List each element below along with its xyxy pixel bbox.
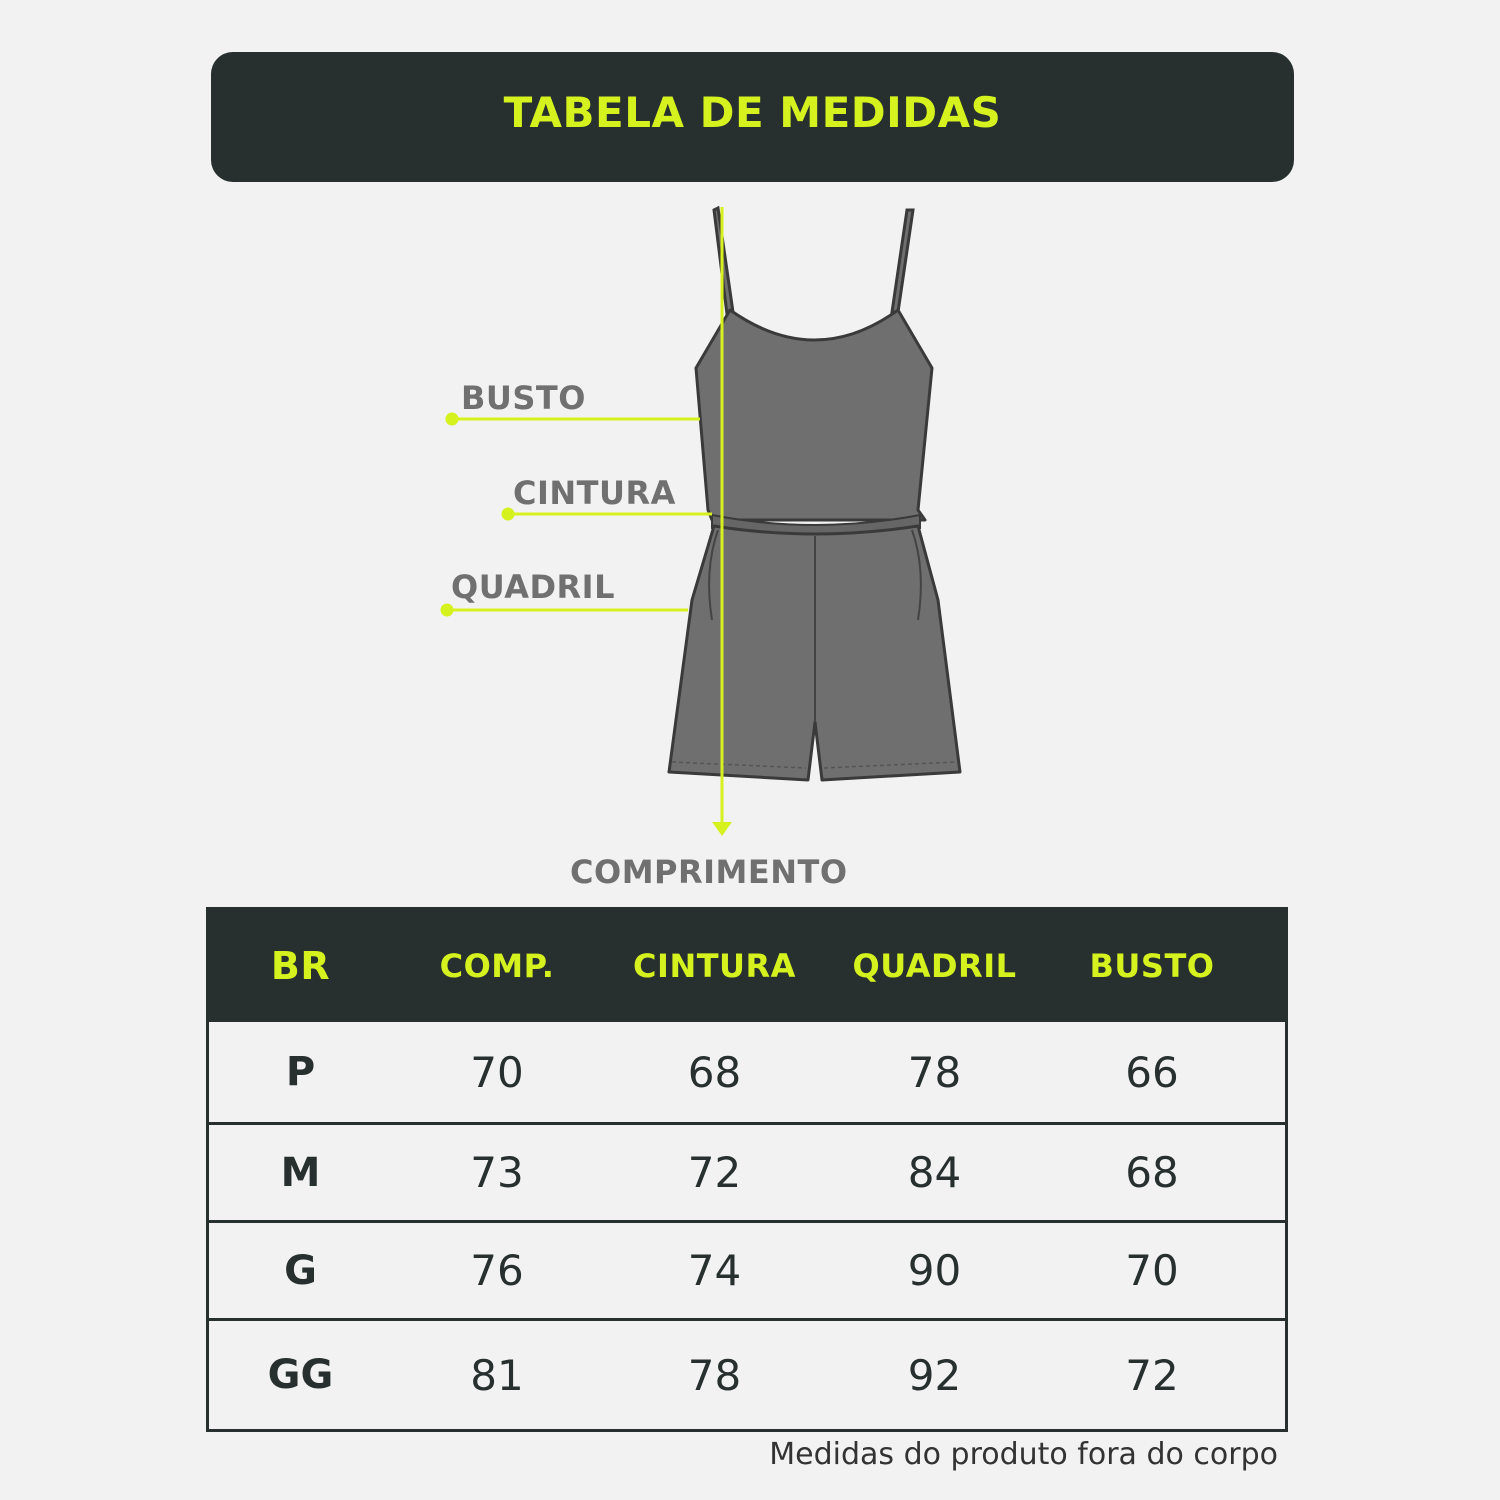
size-cell: P [285, 1049, 316, 1095]
header-cintura: CINTURA [633, 947, 796, 985]
size-table [206, 907, 1288, 1432]
busto-cell: 72 [1125, 1350, 1179, 1400]
quadril-cell: 84 [907, 1148, 962, 1197]
bodice-shape [696, 310, 932, 520]
table-header-row [209, 910, 1285, 1022]
quadril-label: QUADRIL [451, 568, 615, 606]
header-br: BR [270, 944, 331, 988]
table-row [209, 1223, 1285, 1321]
quadril-cell: 90 [907, 1246, 962, 1295]
cintura-cell: 74 [687, 1246, 742, 1295]
size-cell: G [284, 1247, 317, 1294]
header-comp: COMP. [439, 947, 555, 985]
busto-cell: 70 [1125, 1246, 1179, 1295]
comp-cell: 73 [470, 1148, 524, 1197]
table-row [209, 1125, 1285, 1223]
footnote: Medidas do produto fora do corpo [769, 1437, 1278, 1472]
header-busto: BUSTO [1089, 947, 1215, 985]
busto-label: BUSTO [461, 379, 586, 417]
comp-cell: 76 [470, 1246, 524, 1295]
quadril-guide [442, 605, 688, 615]
busto-cell: 66 [1125, 1047, 1179, 1097]
header-quadril: QUADRIL [852, 947, 1017, 985]
quadril-cell: 92 [907, 1350, 962, 1400]
arrow-down-icon [712, 822, 732, 836]
table-row [209, 1022, 1285, 1125]
table-row [209, 1321, 1285, 1429]
cintura-label: CINTURA [513, 474, 676, 512]
size-cell: GG [267, 1352, 334, 1398]
comp-cell: 81 [470, 1350, 524, 1400]
page-title: TABELA DE MEDIDAS [503, 87, 1002, 137]
comp-cell: 70 [470, 1047, 524, 1097]
cintura-cell: 68 [687, 1047, 742, 1097]
cintura-cell: 72 [687, 1148, 742, 1197]
size-cell: M [280, 1149, 321, 1196]
quadril-cell: 78 [907, 1047, 962, 1097]
busto-cell: 68 [1125, 1148, 1179, 1197]
cintura-cell: 78 [687, 1350, 742, 1400]
comprimento-label: COMPRIMENTO [570, 853, 848, 891]
right-strap [892, 210, 913, 312]
